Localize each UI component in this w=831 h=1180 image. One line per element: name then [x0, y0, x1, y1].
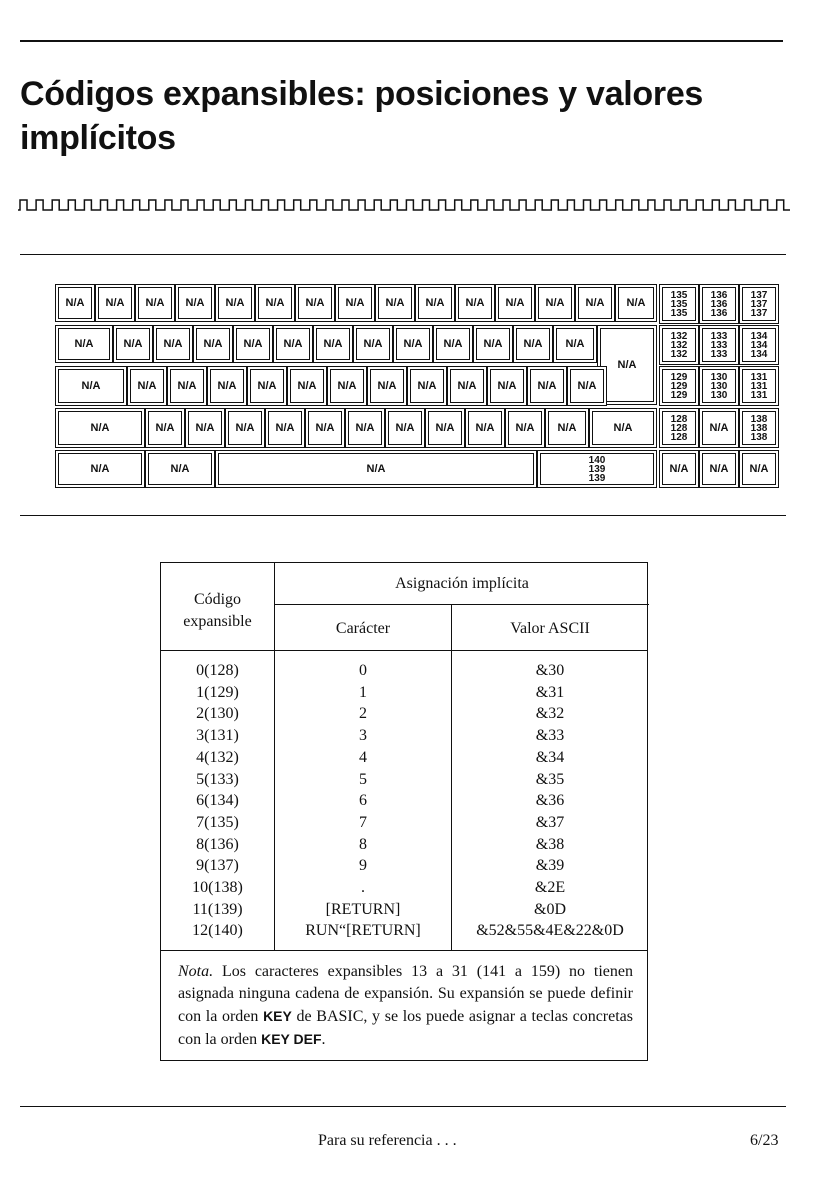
key-label: N/A: [395, 422, 415, 434]
key-code-label: 133: [710, 330, 728, 342]
key-label: N/A: [81, 380, 101, 392]
key-label: N/A: [709, 422, 729, 434]
table-cell-ascii: &39: [535, 857, 565, 875]
key-row2: [55, 325, 113, 363]
key-row3: [407, 366, 447, 406]
key-row3: [167, 366, 207, 406]
numpad-key: [739, 450, 779, 488]
key-code-label: 131: [750, 389, 768, 401]
key-code-label: 134: [750, 348, 768, 360]
table-cell-code: 5(133): [196, 770, 239, 788]
key-label: N/A: [613, 422, 633, 434]
key-label: N/A: [283, 338, 303, 350]
note-text-1: Los caracteres expansibles 13 a 31 (141 a 159) no tienen asignada ninguna cadena de expansión. Su expansión se puede definir con la orden: [178, 963, 633, 1025]
key-code-label: 132: [670, 339, 688, 351]
key-label: N/A: [225, 297, 245, 309]
key-code-label: 135: [670, 298, 688, 310]
page-number: 6/23: [750, 1132, 779, 1149]
key-row4: [545, 408, 589, 448]
key-code-label: 130: [710, 380, 728, 392]
key-row4: [185, 408, 225, 448]
key-row2: [433, 325, 473, 363]
key-label: N/A: [203, 338, 223, 350]
table-cell-char: 8: [359, 835, 367, 853]
column-code: [161, 660, 274, 942]
table-cell-ascii: &0D: [534, 900, 566, 918]
key-label: N/A: [217, 380, 237, 392]
note-keyword-key: KEY: [263, 1008, 292, 1024]
table-cell-char: 5: [359, 770, 367, 788]
key-label: N/A: [585, 297, 605, 309]
key-label: N/A: [297, 380, 317, 392]
key-label: N/A: [323, 338, 343, 350]
key-row1: [55, 284, 95, 322]
key-label: N/A: [537, 380, 557, 392]
key-label: N/A: [305, 297, 325, 309]
key-row1: [535, 284, 575, 322]
top-rule: [20, 40, 783, 42]
table-cell-ascii: &34: [535, 748, 565, 766]
numpad-key: [739, 408, 779, 448]
key-label: N/A: [257, 380, 277, 392]
key-code-label: 139: [588, 463, 606, 475]
key-label: N/A: [145, 297, 165, 309]
key-row1: [215, 284, 255, 322]
table-cell-char: 4: [359, 748, 367, 766]
key-label: N/A: [163, 338, 183, 350]
key-row3: [207, 366, 247, 406]
key-row1: [375, 284, 415, 322]
table-cell-char: .: [361, 879, 365, 897]
key-code-label: 129: [670, 389, 688, 401]
key-label: N/A: [385, 297, 405, 309]
table-cell-code: 9(137): [196, 857, 239, 875]
key-label: N/A: [465, 297, 485, 309]
key-label: N/A: [185, 297, 205, 309]
copy-area-key: [145, 450, 215, 488]
footer-label: Para su referencia . . .: [318, 1132, 457, 1149]
key-label: N/A: [377, 380, 397, 392]
note: [178, 961, 633, 1051]
key-code-label: 131: [750, 371, 768, 383]
key-code-label: 136: [710, 307, 728, 319]
header-code: Código expansible: [183, 591, 252, 630]
key-row4: [55, 408, 145, 448]
key-label: N/A: [74, 338, 94, 350]
table-cell-char: 1: [359, 683, 367, 701]
key-row3: [367, 366, 407, 406]
key-label: N/A: [363, 338, 383, 350]
table-cell-ascii: &37: [535, 813, 565, 831]
key-row3: [55, 366, 127, 406]
key-row1: [575, 284, 615, 322]
space-bar: [215, 450, 537, 488]
key-code-label: 130: [710, 389, 728, 401]
key-label: N/A: [457, 380, 477, 392]
key-row2: [153, 325, 193, 363]
numpad-key: [699, 450, 739, 488]
key-row2: [553, 325, 597, 363]
key-label: N/A: [425, 297, 445, 309]
key-code-label: 137: [750, 298, 768, 310]
key-row3: [447, 366, 487, 406]
key-label: N/A: [90, 463, 110, 475]
key-row2: [313, 325, 353, 363]
key-label: N/A: [709, 463, 729, 475]
key-row4: [505, 408, 545, 448]
key-label: N/A: [366, 463, 386, 475]
key-label: N/A: [337, 380, 357, 392]
table-cell-code: 12(140): [192, 922, 243, 940]
table-hline-group: [274, 604, 649, 605]
key-label: N/A: [749, 463, 769, 475]
key-row4: [305, 408, 345, 448]
key-code-label: 129: [670, 380, 688, 392]
key-label: N/A: [137, 380, 157, 392]
key-row2: [233, 325, 273, 363]
table-cell-code: 3(131): [196, 727, 239, 745]
key-row3: [567, 366, 607, 406]
key-row2: [393, 325, 433, 363]
key-label: N/A: [497, 380, 517, 392]
key-label: N/A: [90, 422, 110, 434]
table-cell-ascii: &38: [535, 835, 565, 853]
table-hline-note: [161, 950, 647, 951]
key-label: N/A: [417, 380, 437, 392]
table-cell-ascii: &32: [535, 705, 565, 723]
table-cell-ascii: &36: [535, 792, 565, 810]
key-row4: [345, 408, 385, 448]
table-cell-code: 11(139): [192, 900, 243, 918]
table-cell-code: 6(134): [196, 792, 239, 810]
table-cell-code: 7(135): [196, 813, 239, 831]
key-label: N/A: [557, 422, 577, 434]
footer-rule: [20, 1106, 786, 1107]
header-group: Asignación implícita: [395, 575, 529, 592]
note-text-3: .: [321, 1031, 326, 1048]
key-label: N/A: [403, 338, 423, 350]
key-row4: [225, 408, 265, 448]
key-label: N/A: [483, 338, 503, 350]
numpad-key: [739, 325, 779, 365]
key-label: N/A: [235, 422, 255, 434]
key-label: N/A: [523, 338, 543, 350]
key-row4: [465, 408, 505, 448]
table-cell-char: 0: [359, 662, 367, 679]
key-code-label: 137: [750, 307, 768, 319]
key-row4: [145, 408, 185, 448]
key-label: N/A: [435, 422, 455, 434]
key-label: N/A: [195, 422, 215, 434]
key-label: N/A: [177, 380, 197, 392]
key-row1: [455, 284, 495, 322]
numpad-key: [739, 366, 779, 406]
key-code-label: 135: [670, 307, 688, 319]
key-code-label: 134: [750, 330, 768, 342]
key-code-label: 133: [710, 348, 728, 360]
key-row2: [193, 325, 233, 363]
numpad-key: [659, 284, 699, 324]
key-row1: [415, 284, 455, 322]
key-code-label: 129: [670, 371, 688, 383]
key-row2: [113, 325, 153, 363]
key-code-label: 130: [710, 371, 728, 383]
key-row2: [513, 325, 553, 363]
numpad-key: [699, 408, 739, 448]
key-label: N/A: [505, 297, 525, 309]
enter-key: [537, 450, 657, 488]
key-row3: [287, 366, 327, 406]
key-code-label: 137: [750, 289, 768, 301]
key-row1: [95, 284, 135, 322]
key-code-label: 139: [588, 472, 606, 484]
table-hline-header: [161, 650, 647, 651]
numpad-key: [699, 325, 739, 365]
table-cell-char: [RETURN]: [325, 900, 401, 918]
key-label: N/A: [275, 422, 295, 434]
key-row1: [135, 284, 175, 322]
note-keyword-keydef: KEY DEF: [261, 1031, 322, 1047]
key-row2: [353, 325, 393, 363]
key-row3: [127, 366, 167, 406]
note-label: Nota.: [178, 963, 214, 980]
key-row2: [273, 325, 313, 363]
numpad-key: [659, 325, 699, 365]
key-code-label: 128: [670, 422, 688, 434]
key-code-label: 138: [750, 413, 768, 425]
key-label: N/A: [123, 338, 143, 350]
key-code-label: 134: [750, 339, 768, 351]
key-row1: [335, 284, 375, 322]
key-label: N/A: [243, 338, 263, 350]
column-char: [275, 660, 451, 942]
key-row4: [265, 408, 305, 448]
key-code-label: 138: [750, 431, 768, 443]
key-code-label: 133: [710, 339, 728, 351]
control-key: [55, 450, 145, 488]
key-row1: [255, 284, 295, 322]
table-cell-ascii: &52&55&4E&22&0D: [476, 922, 624, 940]
key-code-label: 128: [670, 413, 688, 425]
expansion-codes-table: [160, 562, 648, 1061]
key-row3: [527, 366, 567, 406]
key-code-label: 135: [670, 289, 688, 301]
table-cell-ascii: &30: [535, 662, 565, 679]
key-row3: [247, 366, 287, 406]
key-label: N/A: [577, 380, 597, 392]
header-ascii: Valor ASCII: [510, 620, 590, 637]
key-code-label: 131: [750, 380, 768, 392]
numpad-key: [739, 284, 779, 324]
table-cell-code: 0(128): [196, 662, 239, 679]
key-label: N/A: [355, 422, 375, 434]
key-label: N/A: [105, 297, 125, 309]
table-cell-char: 3: [359, 727, 367, 745]
key-code-label: 136: [710, 289, 728, 301]
table-cell-char: RUN“[RETURN]: [305, 922, 421, 940]
key-label: N/A: [315, 422, 335, 434]
key-row1: [175, 284, 215, 322]
key-row2: [473, 325, 513, 363]
key-row1: [615, 284, 657, 322]
table-cell-char: 2: [359, 705, 367, 723]
column-ascii: [452, 660, 648, 942]
key-label: N/A: [669, 463, 689, 475]
key-code-label: 128: [670, 431, 688, 443]
key-code-label: 132: [670, 330, 688, 342]
table-cell-code: 2(130): [196, 705, 239, 723]
key-label: N/A: [155, 422, 175, 434]
note-text-2: de BASIC, y se los puede asignar a teclas concretas con la orden: [178, 1008, 634, 1048]
table-cell-ascii: &33: [535, 727, 565, 745]
key-code-label: 136: [710, 298, 728, 310]
key-code-label: 132: [670, 348, 688, 360]
key-label: N/A: [515, 422, 535, 434]
key-label: N/A: [170, 463, 190, 475]
key-row4: [589, 408, 657, 448]
key-row3: [327, 366, 367, 406]
key-label: N/A: [65, 297, 85, 309]
key-label: N/A: [626, 297, 646, 309]
table-cell-code: 1(129): [196, 683, 239, 701]
key-label: N/A: [617, 359, 637, 371]
table-cell-code: 4(132): [196, 748, 239, 766]
table-cell-code: 8(136): [196, 835, 239, 853]
keyboard-bottom-rule: [20, 515, 786, 516]
table-cell-ascii: &31: [535, 683, 565, 701]
numpad-key: [659, 450, 699, 488]
numpad-key: [659, 408, 699, 448]
key-label: N/A: [565, 338, 585, 350]
table-cell-char: 9: [359, 857, 367, 875]
key-row4: [385, 408, 425, 448]
key-label: N/A: [545, 297, 565, 309]
keyboard-top-rule: [20, 254, 786, 255]
page-title: Códigos expansibles: posiciones y valores implícitos: [20, 75, 704, 157]
table-cell-ascii: &35: [535, 770, 565, 788]
key-row1: [295, 284, 335, 322]
header-char: Carácter: [335, 620, 391, 637]
key-row4: [425, 408, 465, 448]
key-label: N/A: [475, 422, 495, 434]
key-label: N/A: [443, 338, 463, 350]
numpad-key: [659, 366, 699, 406]
numpad-key: [699, 366, 739, 406]
key-row1: [495, 284, 535, 322]
table-cell-char: 7: [359, 813, 367, 831]
numpad-key: [699, 284, 739, 324]
key-label: N/A: [345, 297, 365, 309]
key-row3: [487, 366, 527, 406]
table-cell-ascii: &2E: [534, 879, 566, 897]
decorative-wave-border: [18, 196, 790, 214]
table-cell-code: 10(138): [192, 879, 243, 897]
table-cell-char: 6: [359, 792, 367, 810]
key-code-label: 140: [588, 454, 606, 466]
key-code-label: 138: [750, 422, 768, 434]
key-label: N/A: [265, 297, 285, 309]
